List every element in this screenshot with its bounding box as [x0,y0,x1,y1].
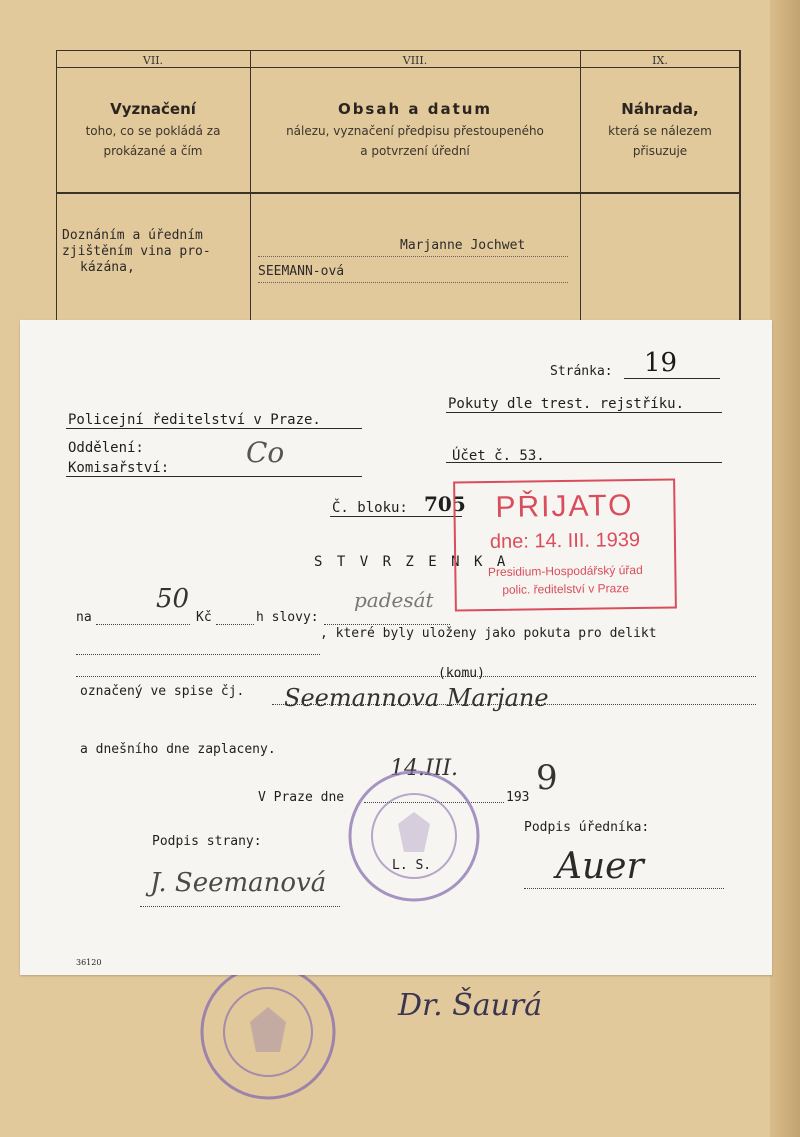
sheet-edge [770,0,800,1137]
commissariat-handwritten: Co [246,436,285,469]
table-divider-1 [250,50,251,340]
party-signature-line [140,906,340,907]
column-8-subtitle-1: nálezu, vyznačení předpisu přestoupeného [286,124,544,138]
seal-place-label: L. S. [392,858,432,873]
page-label: Stránka: [550,364,613,379]
currency-label: Kč [196,610,212,625]
commissariat-underline [66,476,362,477]
paid-label: a dnešního dne zaplaceny. [80,742,276,757]
city-date-label: V Praze dne [258,790,345,805]
delikt-dotted-line [76,654,320,655]
received-stamp-office-1: Presidium-Hospodářský úřad [487,562,643,580]
typed-name-given: Marjanne Jochwet [400,238,526,253]
year-handwritten: 9 [536,758,558,798]
typed-name-surname: SEEMANN-ová [258,264,345,279]
typed-proof-line-3: kázána, [80,260,135,275]
name-handwritten: Seemannova Marjane [284,684,549,712]
column-7-subtitle-1: toho, co se pokládá za [85,124,221,138]
received-stamp-date: dne: 14. III. 1939 [489,528,641,554]
fines-register-label: Pokuty dle trest. rejstříku. [448,396,685,412]
party-signature: J. Seemanová [150,868,327,898]
table-border-right [739,50,741,340]
words-label: h slovy: [256,610,319,625]
received-stamp-office-2: polic. ředitelství v Praze [502,581,630,597]
date-handwritten: 14.III. [390,756,459,781]
year-label: 193 [506,790,530,805]
form-code: 36120 [76,958,102,967]
commissariat-label: Komisařství: [68,460,170,476]
words-handwritten: padesát [354,588,434,612]
column-9-title: Náhrada, [621,100,699,118]
received-stamp-title: PŘIJATO [495,489,634,524]
komu-label: (komu) [438,666,485,681]
typed-proof-line-2: zjištěním vina pro- [62,244,211,259]
fines-underline [446,412,722,413]
table-border-left [56,50,57,340]
name-dotted-line-2 [258,282,568,283]
currency-dotted-line [216,624,254,625]
typed-proof-line-1: Doznáním a úředním [62,228,203,243]
account-underline [446,462,722,463]
received-stamp [453,478,677,611]
amount-handwritten: 50 [156,584,190,614]
column-7-number: VII. [142,54,164,67]
office-underline [66,428,362,429]
table-border-top2 [56,67,740,68]
page-number-underline [624,378,720,379]
block-number: 705 [424,492,466,516]
column-8-title: Obsah a datum [337,100,493,118]
column-8-subtitle-2: a potvrzení úřední [360,144,470,158]
block-label: Č. bloku: [332,500,408,516]
column-9-number: IX. [652,54,668,67]
police-seal-slip [344,766,484,906]
department-label: Oddělení: [68,440,144,456]
column-7-title: Vyznačení [110,100,196,118]
receipt-title: S T V R Z E N K A [314,554,509,570]
page-number: 19 [644,348,678,378]
bottom-signature: Dr. Šaurá [398,988,543,1023]
office-name: Policejní ředitelství v Praze. [68,412,321,428]
delikt-dotted-line-2 [76,676,756,677]
party-signature-label: Podpis strany: [152,834,262,849]
spis-label: označený ve spise čj. [80,684,245,699]
block-underline [330,516,462,517]
official-signature: Auer [556,846,644,887]
spis-dotted-line [272,704,756,705]
delikt-text: , které byly uloženy jako pokuta pro delikt [320,626,657,641]
amount-prefix: na [76,610,92,625]
column-7-subtitle-2: prokázané a čím [103,144,203,158]
table-divider-2 [580,50,581,340]
name-dotted-line-1 [258,256,568,257]
column-9-subtitle-2: přisuzuje [632,144,688,158]
table-border-top [56,50,740,51]
receipt-slip [20,320,772,975]
account-label: Účet č. 53. [452,448,545,464]
table-border-mid [56,192,740,194]
police-seal-bottom [198,962,338,1102]
official-signature-label: Podpis úředníka: [524,820,650,835]
words-dotted-line [324,624,450,625]
column-9-subtitle-1: která se nálezem [608,124,712,138]
amount-dotted-line [96,624,190,625]
official-signature-line [524,888,724,889]
column-8-number: VIII. [402,54,428,67]
